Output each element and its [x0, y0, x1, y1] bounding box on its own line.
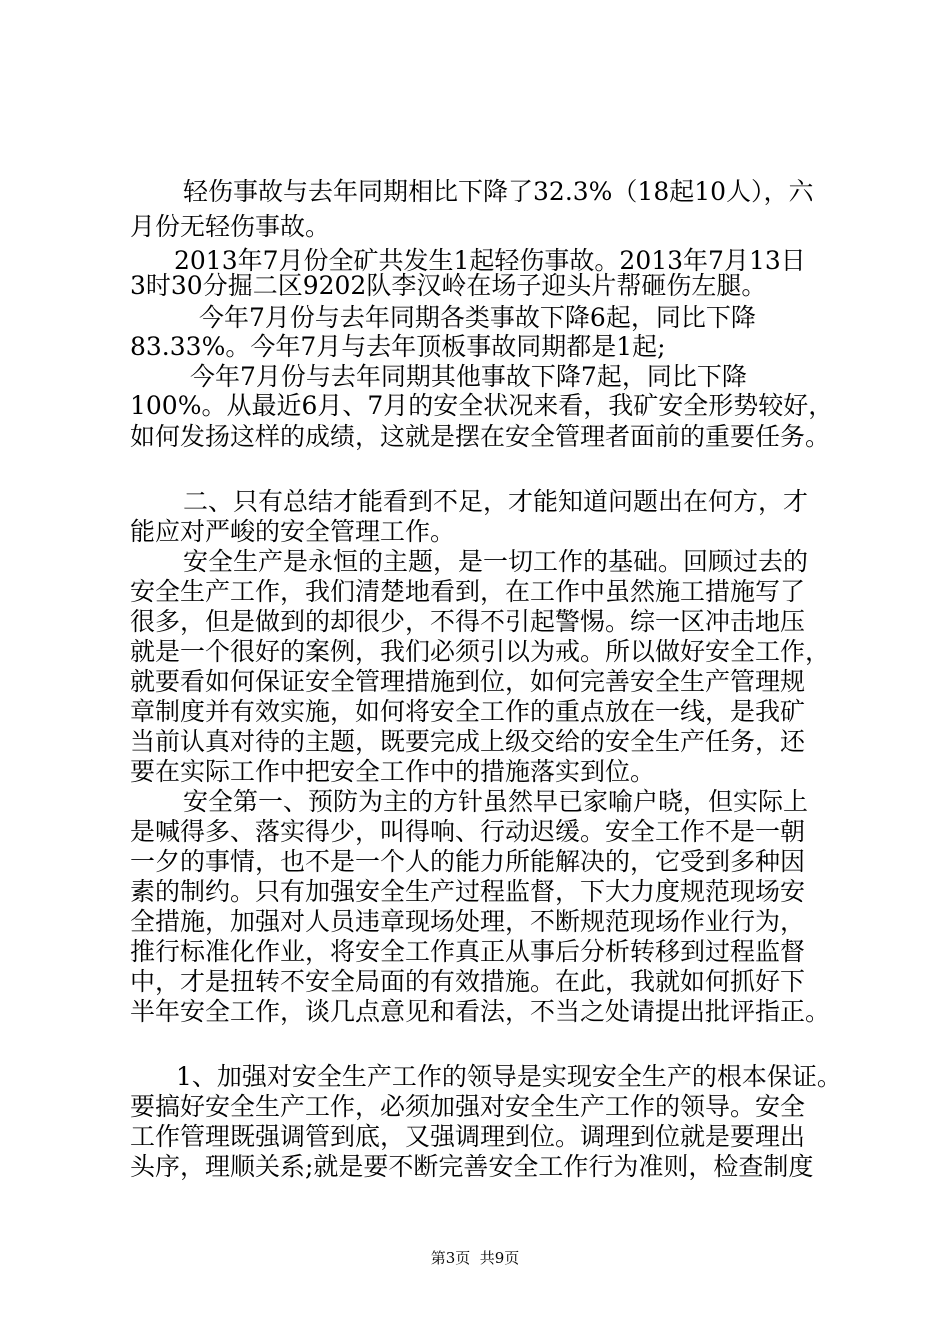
- text-line: 安全生产是永恒的主题，是一切工作的基础。回顾过去的: [183, 547, 809, 576]
- text-line: 月份无轻伤事故。: [130, 212, 331, 241]
- text-line: 头序，理顺关系;就是要不断完善安全工作行为准则，检查制度: [130, 1152, 814, 1181]
- text-line: 2013年7月份全矿共发生1起轻伤事故。2013年7月13日: [174, 246, 806, 275]
- text-line: 安全第一、预防为主的方针虽然早已家喻户晓，但实际上: [183, 787, 809, 816]
- text-line: 要在实际工作中把安全工作中的措施落实到位。: [130, 757, 656, 786]
- text-line: 半年安全工作，谈几点意见和看法，不当之处请提出批评指正。: [130, 997, 831, 1026]
- text-line: 全措施，加强对人员违章现场处理，不断规范现场作业行为，: [130, 907, 806, 936]
- text-line: 章制度并有效实施，如何将安全工作的重点放在一线，是我矿: [130, 697, 806, 726]
- text-line: 素的制约。只有加强安全生产过程监督，下大力度规范现场安: [130, 877, 806, 906]
- text-line: 推行标准化作业，将安全工作真正从事后分析转移到过程监督: [130, 937, 806, 966]
- text-line: 能应对严峻的安全管理工作。: [130, 517, 456, 546]
- section-heading: 二、只有总结才能看到不足，才能知道问题出在何方，才: [183, 487, 809, 516]
- text-line: 轻伤事故与去年同期相比下降了32.3%（18起10人），六: [183, 177, 814, 206]
- text-line: 今年7月份与去年同期其他事故下降7起，同比下降: [190, 362, 747, 391]
- text-line: 83.33%。今年7月与去年顶板事故同期都是1起;: [130, 332, 666, 361]
- text-line: 一夕的事情，也不是一个人的能力所能解决的，它受到多种因: [130, 847, 806, 876]
- text-line: 今年7月份与去年同期各类事故下降6起，同比下降: [199, 303, 756, 332]
- text-line: 是喊得多、落实得少，叫得响、行动迟缓。安全工作不是一朝: [130, 817, 806, 846]
- numbered-point: 1、加强对安全生产工作的领导是实现安全生产的根本保证。: [176, 1062, 842, 1091]
- text-line: 很多，但是做到的却很少，不得不引起警惕。综一区冲击地压: [130, 607, 806, 636]
- text-line: 中，才是扭转不安全局面的有效措施。在此，我就如何抓好下: [130, 967, 806, 996]
- text-line: 工作管理既强调管到底，又强调理到位。调理到位就是要理出: [130, 1122, 806, 1151]
- text-line: 当前认真对待的主题，既要完成上级交给的安全生产任务，还: [130, 727, 806, 756]
- text-line: 安全生产工作，我们清楚地看到，在工作中虽然施工措施写了: [130, 577, 806, 606]
- text-line: 就要看如何保证安全管理措施到位，如何完善安全生产管理规: [130, 667, 806, 696]
- page-number: 第3页 共9页: [430, 1249, 520, 1267]
- text-line: 就是一个很好的案例，我们必须引以为戒。所以做好安全工作，: [130, 637, 831, 666]
- text-line: 3时30分掘二区9202队李汉岭在场子迎头片帮砸伤左腿。: [130, 271, 767, 300]
- text-line: 要搞好安全生产工作，必须加强对安全生产工作的领导。安全: [130, 1092, 806, 1121]
- text-line: 100%。从最近6月、7月的安全状况来看，我矿安全形势较好，: [130, 391, 834, 420]
- text-line: 如何发扬这样的成绩，这就是摆在安全管理者面前的重要任务。: [130, 422, 831, 451]
